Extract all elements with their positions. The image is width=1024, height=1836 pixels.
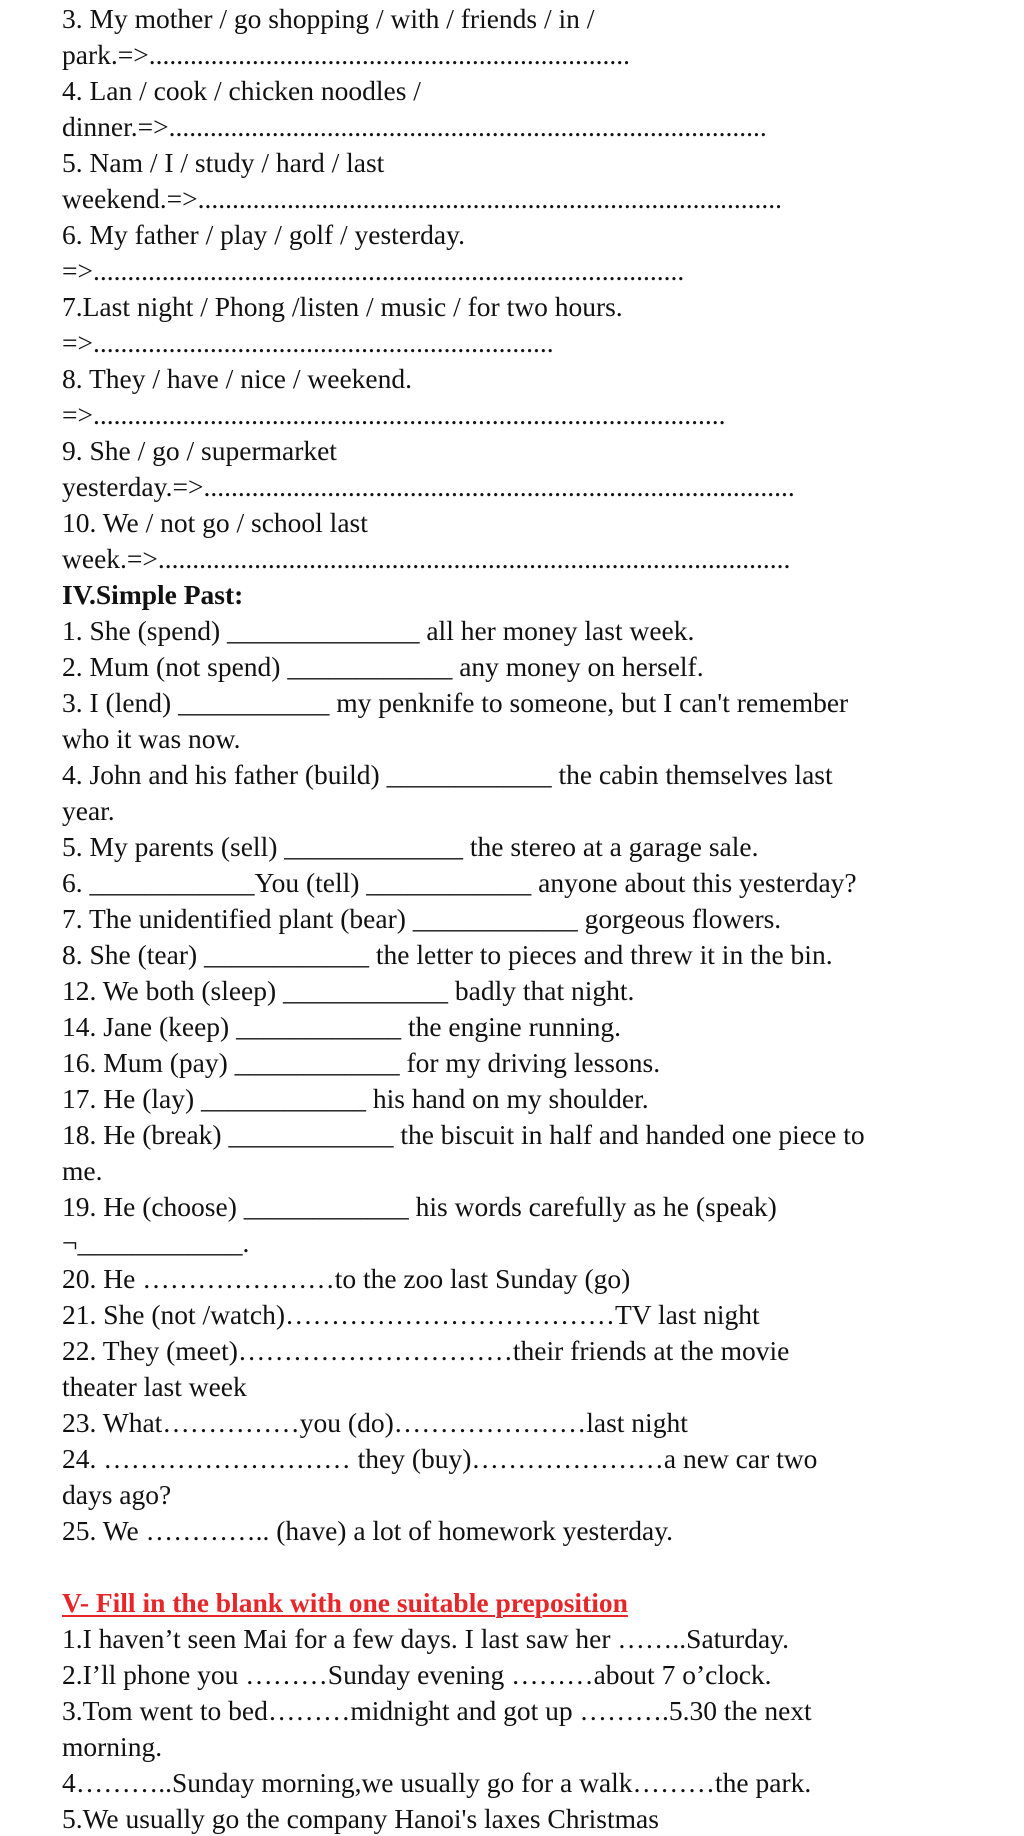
text-line: 20. He …………………to the zoo last Sunday (go) bbox=[62, 1263, 631, 1294]
text-line: days ago? bbox=[62, 1479, 172, 1510]
text-line: 5. Nam / I / study / hard / last bbox=[62, 147, 385, 178]
text-line: 22. They (meet)…………………………their friends at the movie bbox=[62, 1335, 790, 1366]
text-line: 24. ……………………… they (buy)…………………a new car two bbox=[62, 1443, 818, 1474]
text-line: year. bbox=[62, 795, 115, 826]
text-line: 4. Lan / cook / chicken noodles / bbox=[62, 75, 421, 106]
text-line: 3.Tom went to bed………midnight and got up ……….5.30 the next bbox=[62, 1695, 812, 1726]
text-line: 5. My parents (sell) _____________ the stereo at a garage sale. bbox=[62, 831, 759, 862]
text-line: 10. We / not go / school last bbox=[62, 507, 368, 538]
text-line: 6. ____________You (tell) ____________ anyone about this yesterday? bbox=[62, 867, 857, 898]
text-line: =>...................................................................................... bbox=[62, 255, 685, 286]
text-line: 1. She (spend) ______________ all her money last week. bbox=[62, 615, 695, 646]
text-line: 14. Jane (keep) ____________ the engine running. bbox=[62, 1011, 622, 1042]
text-line: 8. They / have / nice / weekend. bbox=[62, 363, 412, 394]
text-line: 9. She / go / supermarket bbox=[62, 435, 337, 466]
text-line: 7. The unidentified plant (bear) ____________ gorgeous flowers. bbox=[62, 903, 782, 934]
text-line: 23. What……………you (do)…………………last night bbox=[62, 1407, 688, 1438]
text-line: 2. Mum (not spend) ____________ any money on herself. bbox=[62, 651, 704, 682]
text-line: 6. My father / play / golf / yesterday. bbox=[62, 219, 465, 250]
text-line: 4. John and his father (build) ____________ the cabin themselves last bbox=[62, 759, 833, 790]
text-line: 19. He (choose) ____________ his words carefully as he (speak) bbox=[62, 1191, 777, 1222]
text-line: weekend.=>..................................................................................... bbox=[62, 183, 782, 214]
text-line: 17. He (lay) ____________ his hand on my shoulder. bbox=[62, 1083, 649, 1114]
text-line: 8. She (tear) ____________ the letter to pieces and threw it in the bin. bbox=[62, 939, 833, 970]
text-line: =>................................................................... bbox=[62, 327, 554, 358]
text-line: 21. She (not /watch)………………………………TV last night bbox=[62, 1299, 760, 1330]
text-line: 12. We both (sleep) ____________ badly that night. bbox=[62, 975, 635, 1006]
text-line: 7.Last night / Phong /listen / music / for two hours. bbox=[62, 291, 623, 322]
text-line: 16. Mum (pay) ____________ for my driving lessons. bbox=[62, 1047, 661, 1078]
text-line: 3. My mother / go shopping / with / friends / in / bbox=[62, 3, 595, 34]
text-line: park.=>...................................................................... bbox=[62, 39, 631, 70]
section-title: V- Fill in the blank with one suitable preposition bbox=[62, 1587, 628, 1618]
section-heading: IV.Simple Past: bbox=[62, 579, 244, 610]
text-line: 25. We ………….. (have) a lot of homework yesterday. bbox=[62, 1515, 674, 1546]
text-line: morning. bbox=[62, 1731, 163, 1762]
text-line: yesterday.=>...................................................................................... bbox=[62, 471, 795, 502]
text-line: 2.I’ll phone you ………Sunday evening ………about 7 o’clock. bbox=[62, 1659, 772, 1690]
text-line: dinner.=>....................................................................................... bbox=[62, 111, 767, 142]
text-line: ¬____________. bbox=[62, 1227, 250, 1258]
text-line: 5.We usually go the company Hanoi's laxes Christmas bbox=[62, 1803, 659, 1834]
text-line: 1.I haven’t seen Mai for a few days. I last saw her ……..Saturday. bbox=[62, 1623, 790, 1654]
text-line: me. bbox=[62, 1155, 103, 1186]
text-line: who it was now. bbox=[62, 723, 241, 754]
text-line: =>............................................................................................ bbox=[62, 399, 726, 430]
text-line: 3. I (lend) ___________ my penknife to someone, but I can't remember bbox=[62, 687, 849, 718]
text-line: 4………..Sunday morning,we usually go for a walk………the park. bbox=[62, 1767, 812, 1798]
text-line: theater last week bbox=[62, 1371, 247, 1402]
text-line: 18. He (break) ____________ the biscuit in half and handed one piece to bbox=[62, 1119, 865, 1150]
text-line: week.=>............................................................................................ bbox=[62, 543, 791, 574]
